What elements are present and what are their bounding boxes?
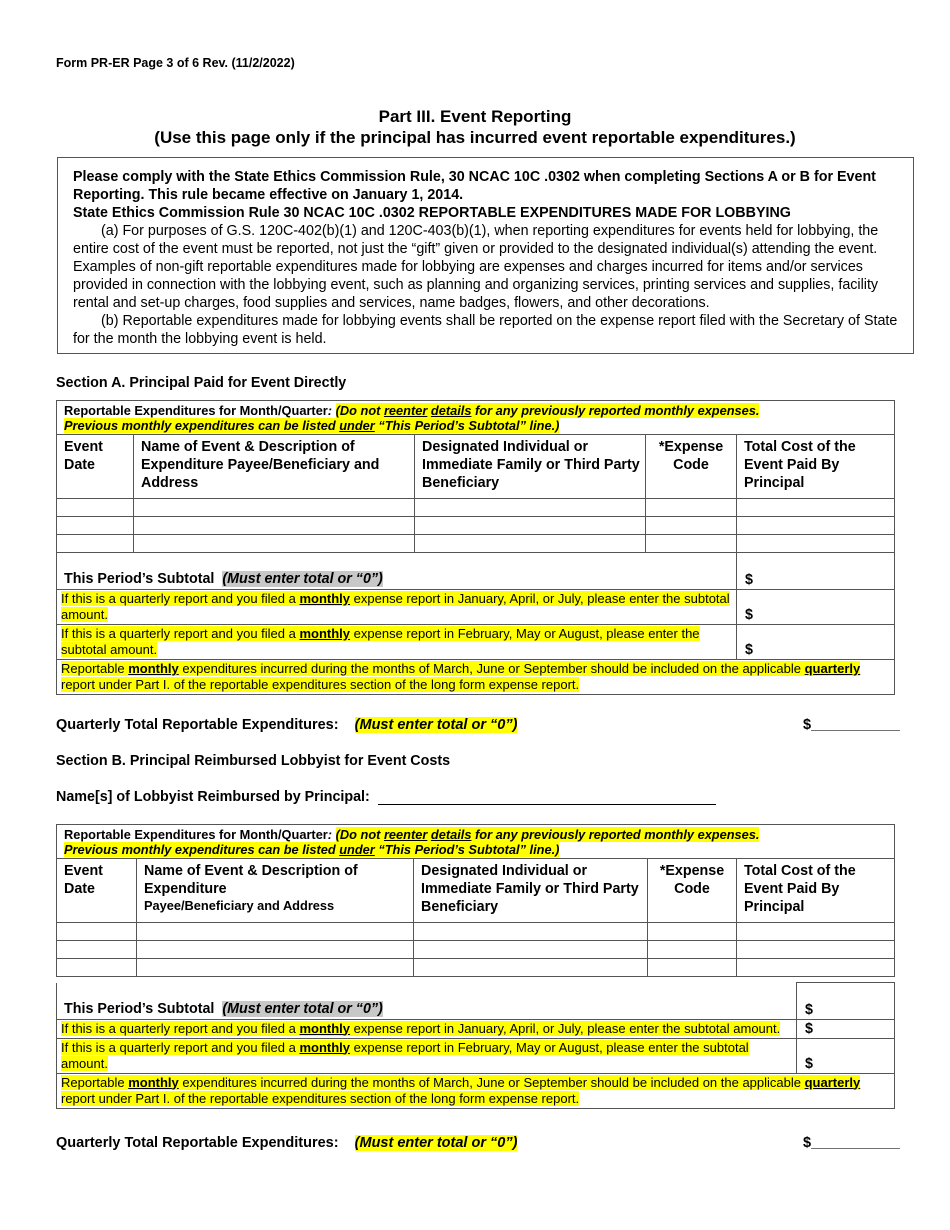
section-b-header-row <box>57 859 895 923</box>
note-under: under <box>339 418 375 433</box>
q-text: expense report in January, April, or July, please enter the subtotal amount. <box>61 591 730 622</box>
section-b-subtotal-field[interactable]: $ <box>797 983 895 1020</box>
q-text: Reportable <box>61 661 129 676</box>
subtotal-note: (Must enter total or “0”) <box>222 1000 383 1017</box>
note-details: details <box>430 403 472 418</box>
part-title <box>0 106 950 148</box>
section-a-header-row <box>57 435 895 499</box>
rule-box <box>57 157 914 354</box>
q-monthly: monthly <box>128 661 179 676</box>
q-text: If this is a quarterly report and you filed a <box>61 1039 300 1055</box>
q-monthly: monthly <box>128 1074 179 1090</box>
col-total-cost: Total Cost of the Event Paid By Principal <box>737 435 895 499</box>
quarterly-total-label: Quarterly Total Reportable Expenditures: <box>56 717 339 733</box>
subtotal-label: This Period’s Subtotal <box>64 571 215 587</box>
note-text: “This Period’s Subtotal” line.) <box>374 418 560 433</box>
section-b-quarterly-total <box>56 1135 517 1151</box>
section-b-heading: Section B. Principal Reimbursed Lobbyist for Event Costs <box>56 753 451 769</box>
col-total-cost: Total Cost of the Event Paid By Principal <box>737 859 895 923</box>
col-event-date: Event Date <box>57 859 137 923</box>
section-a-q1-text <box>57 590 737 625</box>
section-a-q1-field[interactable]: $ <box>737 590 895 625</box>
section-a-subtotal-label <box>57 553 737 590</box>
q-text: report under Part I. of the reportable expenditures section of the long form expense report. <box>61 677 580 692</box>
section-b-q2-text <box>57 1038 797 1073</box>
lobbyist-name-row <box>56 789 716 805</box>
table-row[interactable] <box>57 499 895 517</box>
note-label: Reportable Expenditures for Month/Quarter <box>64 403 328 418</box>
col-name-description <box>137 859 414 923</box>
section-a-q2-field[interactable]: $ <box>737 625 895 660</box>
part-title-subtitle: (Use this page only if the principal has incurred event reportable expenditures.) <box>154 128 796 147</box>
section-b-subtotal-table <box>56 982 895 1109</box>
col-designated-individual: Designated Individual or Immediate Family or Third Party Beneficiary <box>414 859 648 923</box>
col-name-main: Name of Event & Description of Expenditure <box>144 863 358 897</box>
lobbyist-name-label: Name[s] of Lobbyist Reimbursed by Principal: <box>56 789 370 805</box>
section-a-table <box>56 400 895 695</box>
col-expense-code: *Expense Code <box>648 859 737 923</box>
section-b-q1-field[interactable]: $ <box>797 1019 895 1038</box>
note-text: for any previously reported monthly expenses. <box>471 827 760 842</box>
table-row[interactable] <box>57 517 895 535</box>
q-quarterly: quarterly <box>804 1074 861 1090</box>
rule-para-b: (b) Reportable expenditures made for lobbying events shall be reported on the expense report filed with the Secretary of State for the month the lobbying event is held. <box>73 313 898 347</box>
q-monthly: monthly <box>299 626 351 641</box>
note-reenter: reenter <box>383 827 428 842</box>
quarterly-total-label: Quarterly Total Reportable Expenditures: <box>56 1135 339 1151</box>
col-name-description: Name of Event & Description of Expenditure Payee/Beneficiary and Address <box>134 435 415 499</box>
note-reenter: reenter <box>383 403 428 418</box>
col-event-date: Event Date <box>57 435 134 499</box>
q-text: Reportable <box>61 1074 129 1090</box>
quarterly-total-note: (Must enter total or “0”) <box>354 717 518 733</box>
quarterly-total-note: (Must enter total or “0”) <box>354 1135 518 1151</box>
section-a-heading: Section A. Principal Paid for Event Directly <box>56 375 347 391</box>
col-expense-code: *Expense Code <box>646 435 737 499</box>
subtotal-note: (Must enter total or “0”) <box>222 571 383 587</box>
rule-para-a: (a) For purposes of G.S. 120C-402(b)(1) and 120C-403(b)(1), when reporting expenditures for events held for lobbying, the entire cost of the event must be reported, not just the “gift” given or provided to the designated individual(s) attending the event. Examples of non-gift reportable expenditures made for lobbying are expenses and charges incurred for items and/or services provided in connection with the lobbying event, such as planning and organizing services, printing services and supplies, facility rental and set-up charges, food supplies and services, name badges, flowers, and other decorations. <box>73 223 879 311</box>
section-b-q2-field[interactable]: $ <box>797 1038 895 1073</box>
q-text: expense report in February, May or August, please enter the subtotal amount. <box>61 626 700 657</box>
note-text: “This Period’s Subtotal” line.) <box>374 842 560 857</box>
q-text: expense report in January, April, or July, please enter the subtotal amount. <box>350 1020 781 1036</box>
lobbyist-name-field[interactable] <box>378 790 716 805</box>
q-monthly: monthly <box>299 1020 351 1036</box>
subtotal-label: This Period’s Subtotal <box>64 1000 215 1017</box>
section-a-quarterly-total <box>56 717 517 733</box>
note-text: for any previously reported monthly expenses. <box>471 403 760 418</box>
q-quarterly: quarterly <box>804 661 861 676</box>
q-monthly: monthly <box>299 1039 351 1055</box>
table-row[interactable] <box>57 923 895 941</box>
form-id: Form PR-ER Page 3 of 6 Rev. (11/2/2022) <box>56 56 295 70</box>
note-text: Previous monthly expenditures can be listed <box>64 842 340 857</box>
q-monthly: monthly <box>299 591 351 606</box>
section-b-subtotal-label <box>57 983 797 1020</box>
section-a-q3-text <box>57 660 895 695</box>
note-text: (Do not <box>335 403 384 418</box>
q-text: If this is a quarterly report and you filed a <box>61 626 300 641</box>
note-text: Previous monthly expenditures can be listed <box>64 418 340 433</box>
q-text: If this is a quarterly report and you filed a <box>61 1020 300 1036</box>
note-label: Reportable Expenditures for Month/Quarter <box>64 827 328 842</box>
section-a-note <box>57 401 895 435</box>
note-under: under <box>339 842 375 857</box>
table-row[interactable] <box>57 941 895 959</box>
table-row[interactable] <box>57 535 895 553</box>
section-b-q1-text <box>57 1019 797 1038</box>
col-designated-individual: Designated Individual or Immediate Family or Third Party Beneficiary <box>415 435 646 499</box>
rule-intro: Please comply with the State Ethics Commission Rule, 30 NCAC 10C .0302 when completing Sections A or B for Event Reporting. This rule became effective on January 1, 2014. <box>73 169 876 203</box>
rule-heading: State Ethics Commission Rule 30 NCAC 10C .0302 REPORTABLE EXPENDITURES MADE FOR LOBBYING <box>73 205 791 221</box>
note-colon: : <box>327 403 336 418</box>
section-b-table <box>56 824 895 977</box>
section-a-quarterly-total-field[interactable]: $___________ <box>803 717 900 733</box>
section-b-q3-text <box>57 1073 895 1108</box>
note-details: details <box>430 827 472 842</box>
q-text: report under Part I. of the reportable expenditures section of the long form expense report. <box>61 1090 580 1106</box>
section-b-quarterly-total-field[interactable]: $___________ <box>803 1135 900 1151</box>
section-a-subtotal-field[interactable]: $ <box>737 553 895 590</box>
section-b-note <box>57 825 895 859</box>
note-text: (Do not <box>335 827 384 842</box>
part-title-main: Part III. Event Reporting <box>378 107 572 126</box>
q-text: expenditures incurred during the months of March, June or September should be included on the applicable <box>178 1074 805 1090</box>
section-a-q2-text <box>57 625 737 660</box>
q-text: If this is a quarterly report and you filed a <box>61 591 300 606</box>
q-text: expense report in February, May or August, please enter the subtotal amount. <box>61 1039 749 1071</box>
col-name-sub: Payee/Beneficiary and Address <box>144 898 335 913</box>
note-colon: : <box>327 827 336 842</box>
table-row[interactable] <box>57 959 895 977</box>
q-text: expenditures incurred during the months of March, June or September should be included on the applicable <box>178 661 805 676</box>
